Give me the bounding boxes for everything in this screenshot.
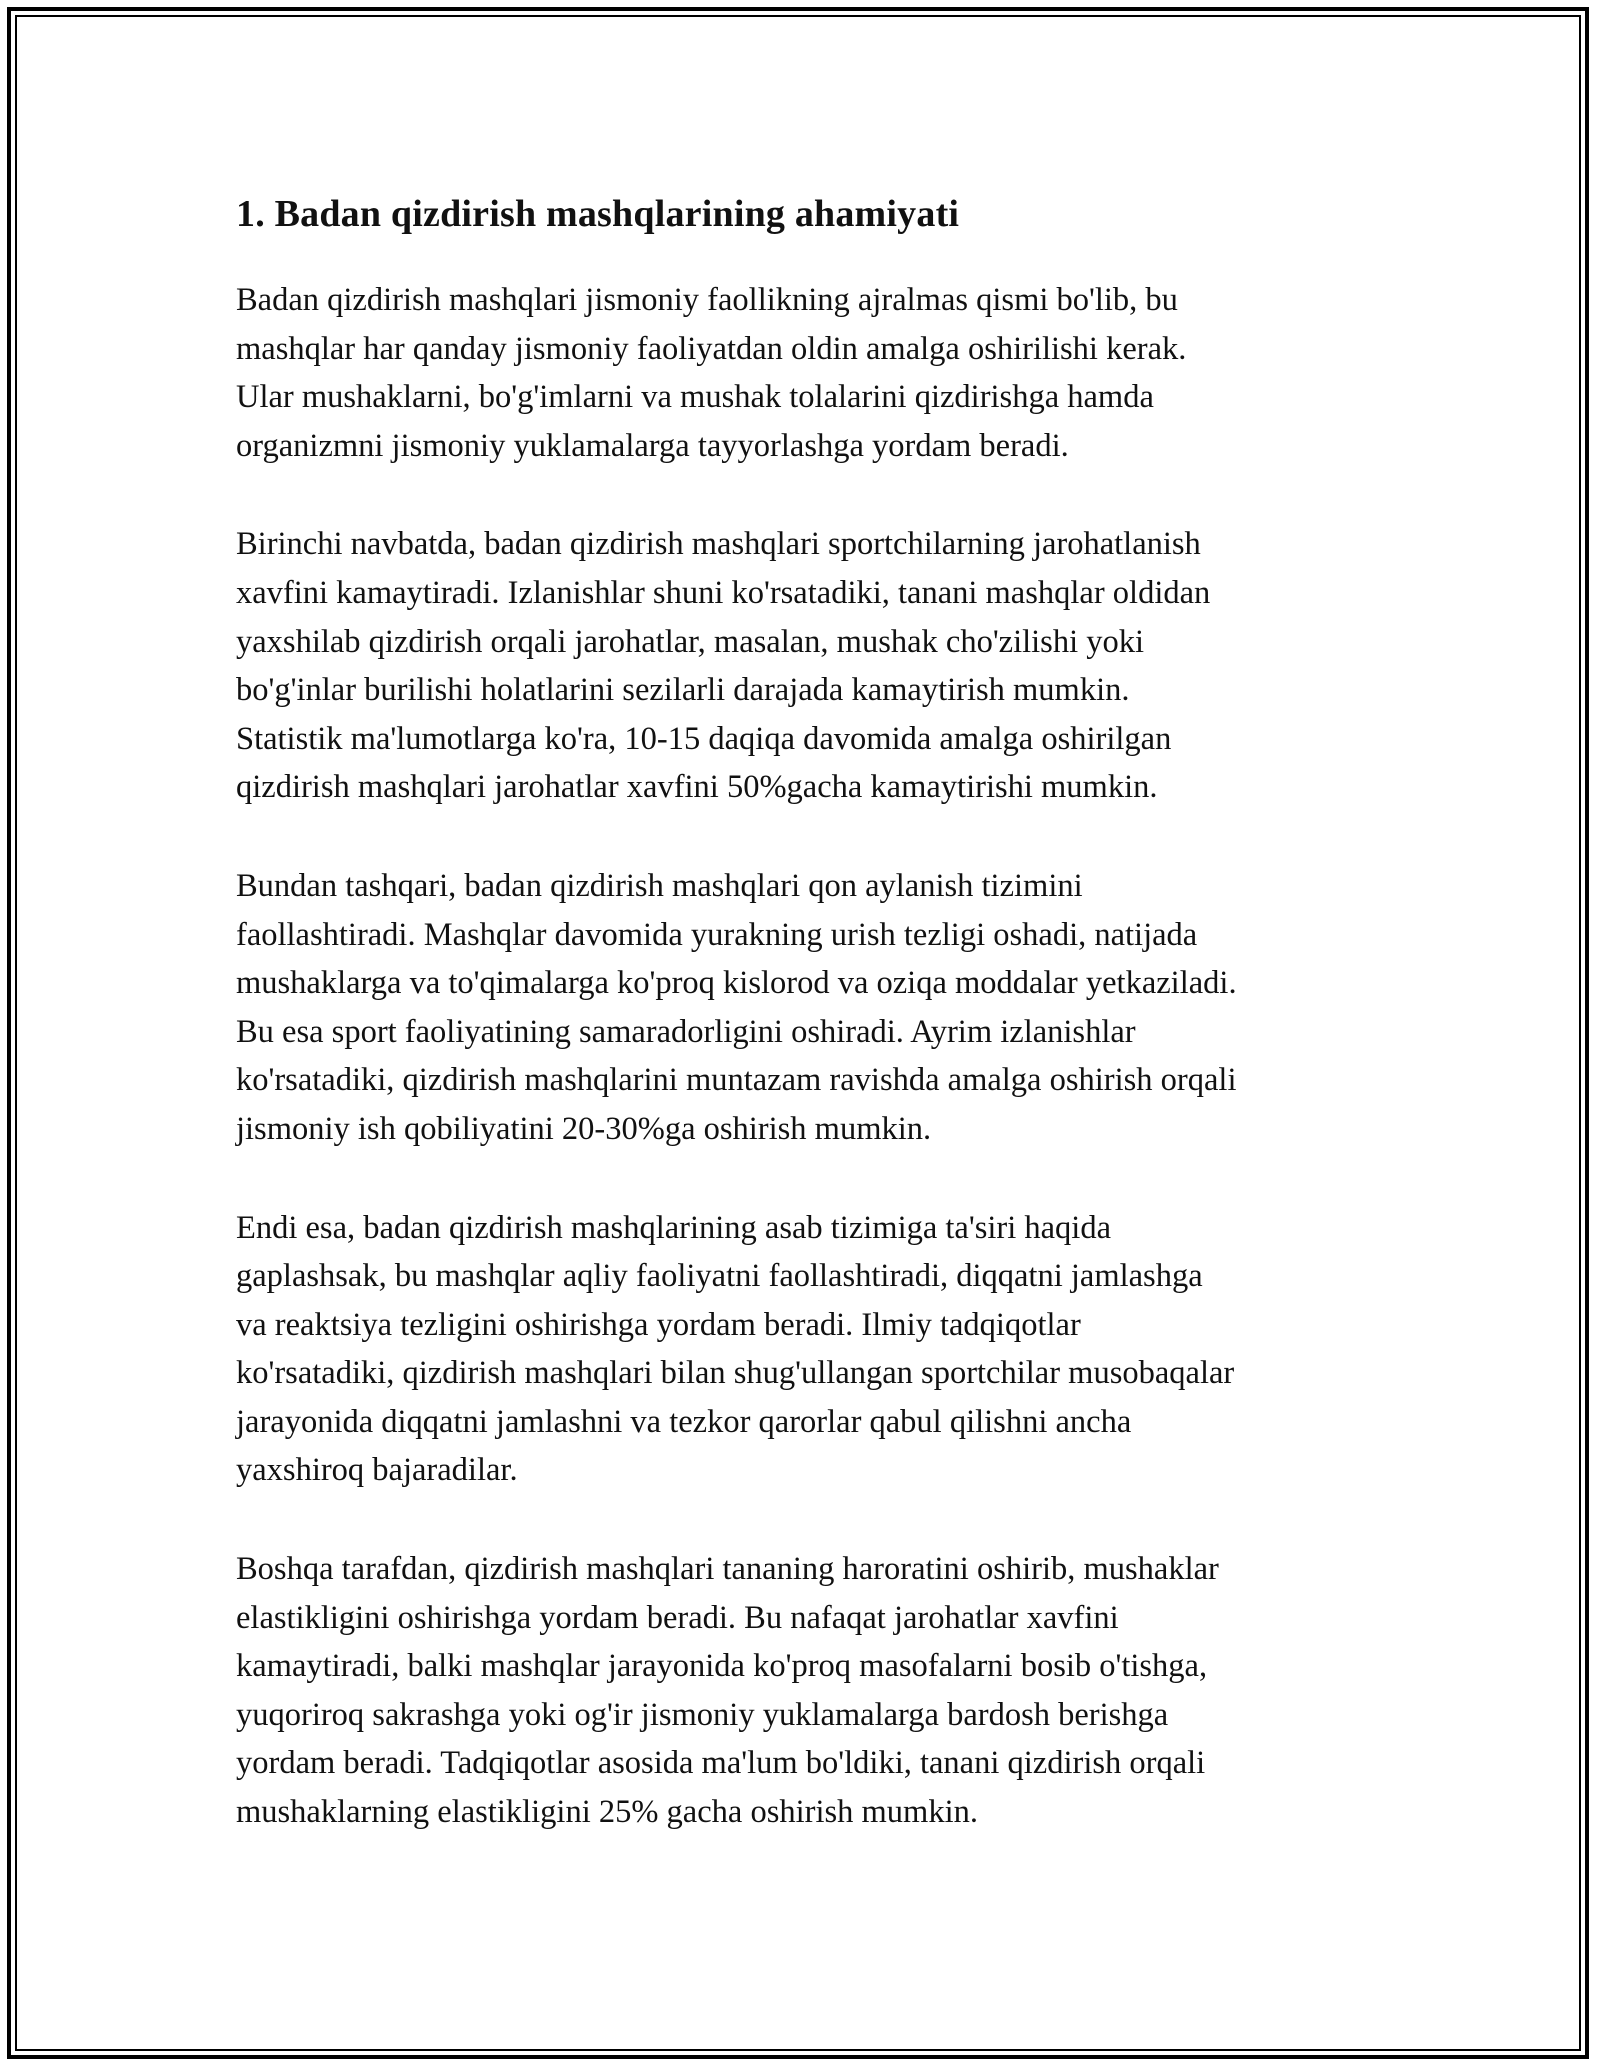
paragraph-1: Badan qizdirish mashqlari jismoniy faollikning ajralmas qismi bo'lib, bu mashqlar har qanday jismoniy faoliyatdan oldin amalga oshirilishi kerak. Ular mushaklarni, bo'g'imlarni va mushak tolalarini qizdirishga hamda organizmni jismoniy yuklamalarga tayyorlashga yordam beradi. — [236, 282, 1187, 464]
paragraph-2: Birinchi navbatda, badan qizdirish mashqlari sportchilarning jarohatlanish xavfini kamaytiradi. Izlanishlar shuni ko'rsatadiki, tanani mashqlar oldidan yaxshilab qizdirish orqali jarohatlar, masalan, mushak cho'zilishi yoki bo'g'inlar burilishi holatlarini sezilarli darajada kamaytirish mumkin. Statistik ma'lumotlarga ko'ra, 10-15 daqiqa davomida amalga oshirilgan qizdirish mashqlari jarohatlar xavfini 50%gacha kamaytirishi mumkin. — [236, 526, 1211, 806]
document-body — [236, 182, 1396, 1887]
paragraph-3: Bundan tashqari, badan qizdirish mashqlari qon aylanish tizimini faollashtiradi. Mashqlar davomida yurakning urish tezligi oshadi, natijada mushaklarga va to'qimalarga ko'proq kislorod va oziqa moddalar yetkaziladi. Bu esa sport faoliyatining samaradorligini oshiradi. Ayrim izlanishlar ko'rsatadiki, qizdirish mashqlarini muntazam ravishda amalga oshirish orqali jismoniy ish qobiliyatini 20-30%ga oshirish mumkin. — [236, 867, 1237, 1147]
paragraph-5: Boshqa tarafdan, qizdirish mashqlari tananing haroratini oshirib, mushaklar elastikligini oshirishga yordam beradi. Bu nafaqat jarohatlar xavfini kamaytiradi, balki mashqlar jarayonida ko'proq masofalarni bosib o'tishga, yuqoriroq sakrashga yoki og'ir jismoniy yuklamalarga bardosh berishga yordam beradi. Tadqiqotlar asosida ma'lum bo'ldiki, tanani qizdirish orqali mushaklarning elastikligini 25% gacha oshirish mumkin. — [236, 1551, 1219, 1831]
section-heading: 1. Badan qizdirish mashqlarining ahamiyati — [236, 193, 960, 235]
paragraph-4: Endi esa, badan qizdirish mashqlarining asab tizimiga ta'siri haqida gaplashsak, bu mashqlar aqliy faoliyatni faollashtiradi, diqqatni jamlashga va reaktsiya tezligini oshirishga yordam beradi. Ilmiy tadqiqotlar ko'rsatadiki, qizdirish mashqlari bilan shug'ullangan sportchilar musobaqalar jarayonida diqqatni jamlashni va tezkor qarorlar qabul qilishni ancha yaxshiroq bajaradilar. — [236, 1209, 1235, 1489]
